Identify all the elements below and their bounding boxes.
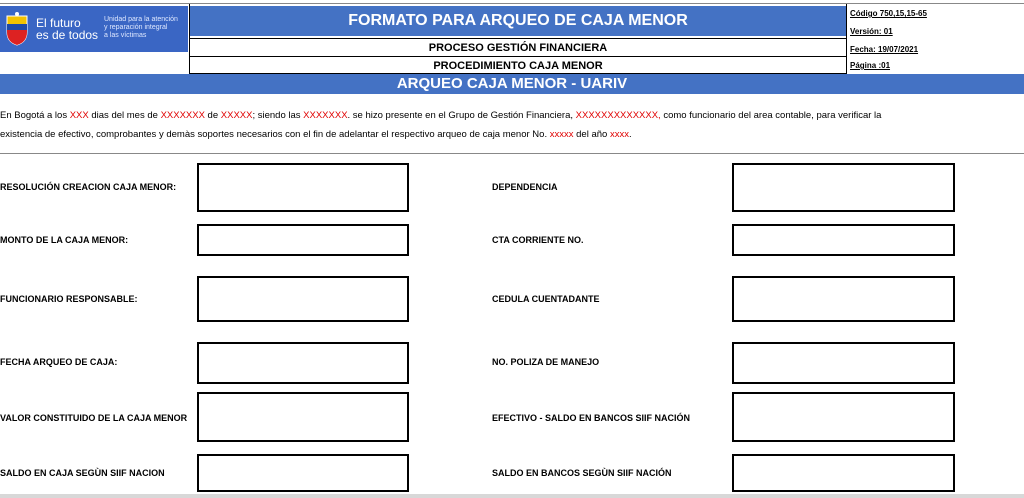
cedula-input[interactable] [732, 276, 955, 322]
resolucion-input[interactable] [197, 163, 409, 212]
fecha-arqueo-input[interactable] [197, 342, 409, 384]
paragraph-line-2: existencia de efectivo, comprobantes y demàs soportes necesarios con el fin de adelantar el respectivo arqueo de caja menor No. xxxxx del año xxxx. [0, 129, 632, 140]
intro-paragraph [0, 106, 1024, 144]
divider [846, 4, 847, 74]
paragraph-line-1: En Bogotá a los XXX dias del mes de XXXXXXX de XXXXX; siendo las XXXXXXX. se hizo presente en el Grupo de Gestión Financiera, XXXXXXXXXXXXX, como funcionario del area contable, para verificar la [0, 110, 882, 121]
logo-sub-1: Unidad para la atención [104, 16, 178, 23]
logo-subtext [104, 16, 178, 40]
saldo-bancos-input[interactable] [732, 454, 955, 492]
logo-sub-3: a las víctimas [104, 32, 147, 39]
valor-constituido-input[interactable] [197, 392, 409, 442]
proceso-label: PROCESO GESTIÓN FINANCIERA [190, 38, 846, 56]
bottom-scrollbar[interactable] [0, 494, 1024, 498]
efectivo-saldo-input[interactable] [732, 392, 955, 442]
field-label: SALDO EN CAJA SEGÙN SIIF NACION [0, 468, 165, 478]
cta-corriente-input[interactable] [732, 224, 955, 256]
dependencia-input[interactable] [732, 163, 955, 212]
codigo-label: Código 750,15,15-65 [850, 9, 927, 18]
field-label: FECHA ARQUEO DE CAJA: [0, 357, 118, 367]
separator [0, 153, 1024, 154]
fecha-label: Fecha: 19/07/2021 [850, 45, 919, 54]
field-label: VALOR CONSTITUIDO DE LA CAJA MENOR [0, 413, 188, 423]
logo [0, 6, 188, 52]
field-label: DEPENDENCIA [492, 182, 558, 192]
top-grid-strip [0, 0, 1024, 4]
procedimiento-label: PROCEDIMIENTO CAJA MENOR [190, 56, 846, 74]
funcionario-input[interactable] [197, 276, 409, 322]
field-label: FUNCIONARIO RESPONSABLE: [0, 294, 138, 304]
logo-line-1: El futuro [36, 16, 81, 30]
field-label: NO. POLIZA DE MANEJO [492, 357, 600, 367]
section-title: ARQUEO CAJA MENOR - UARIV [0, 74, 1024, 94]
logo-text [36, 17, 98, 41]
poliza-input[interactable] [732, 342, 955, 384]
field-label: SALDO EN BANCOS SEGÙN SIIF NACIÓN [492, 468, 672, 478]
monto-input[interactable] [197, 224, 409, 256]
coat-of-arms-icon [4, 12, 30, 46]
field-label: MONTO DE LA CAJA MENOR: [0, 235, 129, 245]
field-label: CTA CORRIENTE NO. [492, 235, 584, 245]
logo-line-2: es de todos [36, 28, 99, 42]
logo-sub-2: y reparación integral [104, 24, 168, 31]
saldo-caja-input[interactable] [197, 454, 409, 492]
field-label: EFECTIVO - SALDO EN BANCOS SIIF NACIÓN [492, 413, 691, 423]
field-label: RESOLUCIÓN CREACION CAJA MENOR: [0, 182, 177, 192]
pagina-label: Página :01 [850, 61, 891, 70]
version-label: Versión: 01 [850, 27, 893, 36]
field-label: CEDULA CUENTADANTE [492, 294, 600, 304]
form-title: FORMATO PARA ARQUEO DE CAJA MENOR [190, 6, 846, 36]
